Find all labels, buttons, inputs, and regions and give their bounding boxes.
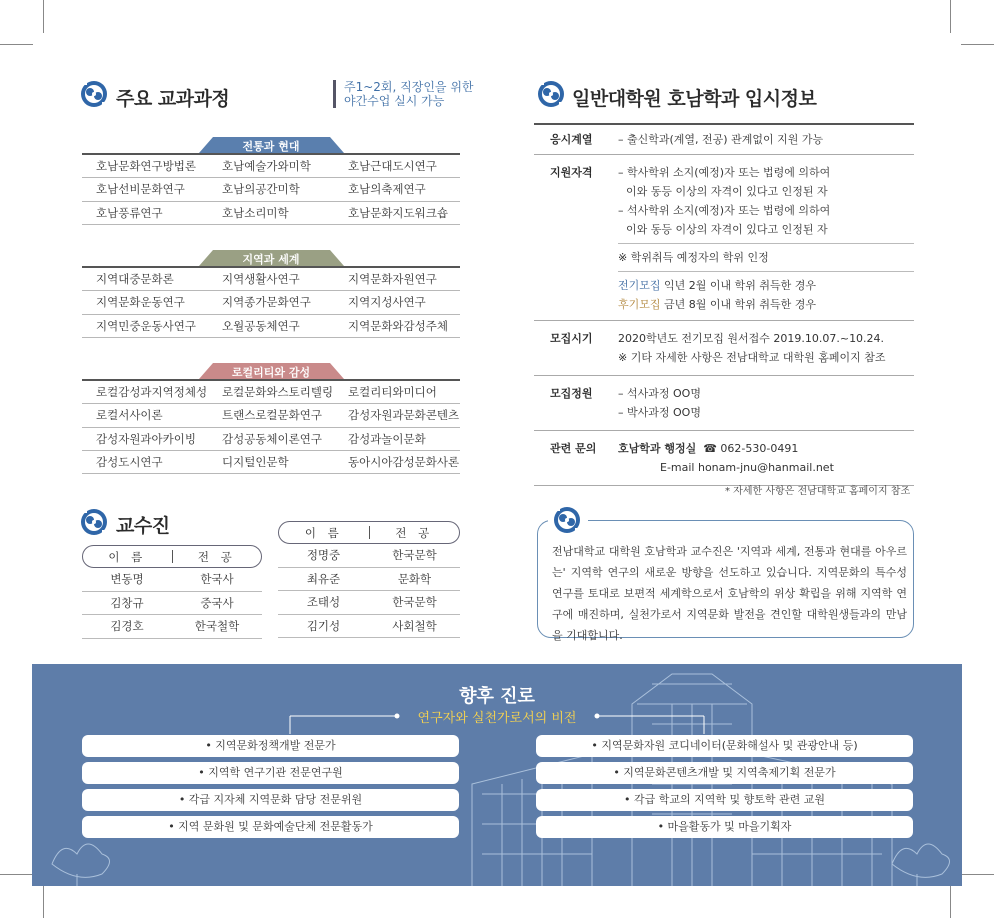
- curriculum-title: 주요 교과과정: [116, 88, 230, 110]
- course-name: 감성자원과아카이빙: [96, 431, 196, 446]
- course-name: 감성자원과문화콘텐츠: [348, 408, 460, 423]
- admission-row-field: 응시계열 – 출신학과(계열, 전공) 관계없이 지원 가능: [534, 125, 914, 155]
- faculty-row: [278, 568, 460, 592]
- course-name: 지역종가문화연구: [222, 295, 311, 310]
- faculty-header: 이 름 전 공: [278, 521, 460, 544]
- faculty-name: 최유준: [306, 571, 341, 586]
- faculty-major: 한국철학: [194, 619, 240, 633]
- course-row: [82, 202, 460, 225]
- faculty-name: 조태성: [306, 595, 341, 609]
- university-logo-icon: [537, 80, 565, 108]
- faculty-major: 중국사: [200, 595, 234, 610]
- course-name: 감성과놀이문화: [348, 431, 426, 446]
- intro-text: 전남대학교 대학원 호남학과 교수진은 '지역과 세계, 전통과 현대를 아우르는' 지역학 연구의 새로운 방향을 선도하고 있습니다. 지역문화의 특수성 연구를 토대로 보편적 세계학으로서 호남학의 위상 확립을 위해 지역학 연구에 매진하며, 실천가로서 지역문화 발전을 견인할 대학원생들과의 만남을 기대합니다.: [552, 545, 907, 642]
- faculty-row: [82, 568, 262, 592]
- admission-title: 일반대학원 호남학과 입시정보: [572, 88, 817, 110]
- category-tab: [199, 363, 344, 379]
- faculty-major: 한국사: [200, 572, 234, 586]
- faculty-name: 정명중: [306, 548, 341, 562]
- faculty-row: [82, 592, 262, 616]
- course-name: 호남선비문화연구: [96, 182, 185, 197]
- faculty-name: 김경호: [110, 619, 144, 633]
- course-name: 지역생활사연구: [222, 272, 300, 286]
- course-name: 지역문화와감성주체: [348, 318, 448, 333]
- category-label: 전통과 현대: [242, 140, 300, 153]
- course-row: [82, 404, 460, 427]
- course-name: 지역민중운동사연구: [96, 318, 196, 333]
- university-logo-icon: [80, 508, 108, 536]
- faculty-name: 김기성: [306, 618, 341, 633]
- crop-mark: [961, 874, 994, 875]
- crop-mark: [0, 874, 33, 875]
- course-name: 호남의축제연구: [348, 182, 426, 197]
- faculty-table-right: [278, 521, 460, 638]
- career-item: • 각급 학교의 지역학 및 향토학 관련 교원: [536, 789, 913, 811]
- category-tradition-modern: [82, 137, 460, 225]
- course-name: 호남근대도시연구: [348, 159, 437, 173]
- course-name: 동아시아감성문화사론: [348, 454, 460, 469]
- course-name: 로컬문화와스토리텔링: [222, 385, 334, 399]
- faculty-name: 김창규: [110, 595, 144, 610]
- admission-table: [534, 123, 914, 486]
- career-subtitle: 연구자와 실천가로서의 비전: [417, 711, 577, 726]
- career-item: • 지역 문화원 및 문화예술단체 전문활동가: [82, 816, 459, 838]
- course-name: 지역문화자원연구: [348, 272, 437, 286]
- admission-row-quota: 모집정원 – 석사과정 OO명 – 박사과정 OO명: [534, 376, 914, 431]
- course-row: [82, 381, 460, 404]
- category-label: 로컬리티와 감성: [231, 366, 311, 379]
- category-locality-emotion: [82, 363, 460, 474]
- course-row: [82, 315, 460, 338]
- faculty-row: [278, 591, 460, 615]
- admission-footnote: * 자세한 사항은 전남대학교 홈페이지 참조: [725, 486, 911, 497]
- category-tab: [199, 137, 344, 153]
- category-tab: [199, 250, 344, 266]
- career-item: • 지역문화콘텐츠개발 및 지역축제기획 전문가: [536, 762, 913, 784]
- course-row: [82, 155, 460, 178]
- evening-class-note: 주1~2회, 직장인을 위한 야간수업 실시 가능: [333, 80, 474, 108]
- course-name: 지역지성사연구: [348, 295, 426, 310]
- course-row: [82, 291, 460, 314]
- faculty-name: 변동명: [110, 572, 144, 586]
- course-name: 호남예술가와미학: [222, 159, 311, 173]
- university-logo-icon: [553, 506, 581, 534]
- course-name: 호남소리미학: [222, 205, 289, 220]
- course-name: 감성도시연구: [96, 454, 163, 469]
- faculty-title: 교수진: [116, 515, 170, 537]
- career-banner: [32, 664, 962, 886]
- course-row: [82, 428, 460, 451]
- university-logo-icon: [80, 80, 108, 108]
- faculty-row: [82, 615, 262, 639]
- career-item: • 마을활동가 및 마을기획자: [536, 816, 913, 838]
- faculty-row: [278, 544, 460, 568]
- faculty-row: [278, 615, 460, 639]
- crop-mark: [950, 0, 951, 33]
- course-name: 호남의공간미학: [222, 182, 300, 197]
- career-item: • 지역학 연구기관 전문연구원: [82, 762, 459, 784]
- course-name: 호남문화지도워크숍: [348, 205, 448, 220]
- course-row: [82, 451, 460, 474]
- faculty-table-left: [82, 545, 262, 639]
- faculty-major: 사회철학: [392, 618, 437, 633]
- course-name: 로컬감성과지역정체성: [96, 385, 208, 399]
- course-row: [82, 178, 460, 201]
- course-name: 지역대중문화론: [96, 272, 174, 286]
- admission-row-qualification: 지원자격 – 학사학위 소지(예정)자 또는 법령에 의하여 이와 동등 이상의 자격이 있다고 인정된 자 – 석사학위 소지(예정)자 또는 법령에 의하여 이와 동등 이상의 자격이 있다고 인정된 자 ※ 학위취득 예정자의 학위 인정 전기모집 익년 2월 이내 학위 취득한 경우 후기모집 금년 8월 이내 학위 취득한 경우: [534, 155, 914, 321]
- career-item: • 지역문화자원 코디네이터(문화해설사 및 관광안내 등): [536, 735, 913, 757]
- admission-row-period: 모집시기 2020학년도 전기모집 원서접수 2019.10.07.~10.24. ※ 기타 자세한 사항은 전남대학교 대학원 홈페이지 참조: [534, 321, 914, 376]
- category-label: 지역과 세계: [242, 253, 300, 266]
- crop-mark: [961, 44, 994, 45]
- faculty-major: 한국문학: [392, 595, 437, 609]
- course-row: [82, 268, 460, 291]
- faculty-header: 이 름 전 공: [82, 545, 262, 568]
- course-name: 로컬서사이론: [96, 408, 163, 423]
- course-name: 호남풍류연구: [96, 205, 163, 220]
- crop-mark: [43, 0, 44, 33]
- course-name: 트랜스로컬문화연구: [222, 408, 322, 423]
- faculty-major: 문화학: [397, 571, 432, 586]
- category-region-world: [82, 250, 460, 338]
- course-name: 디지털인문학: [222, 454, 289, 469]
- admission-row-contact: 관련 문의 호남학과 행정실 ☎ 062-530-0491 E-mail honam-jnu@hanmail.net: [534, 431, 914, 486]
- crop-mark: [0, 44, 33, 45]
- career-item: • 각급 지자체 지역문화 담당 전문위원: [82, 789, 459, 811]
- faculty-major: 한국문학: [392, 548, 437, 562]
- course-name: 지역문화운동연구: [96, 295, 185, 310]
- crop-mark: [43, 885, 44, 918]
- course-name: 호남문화연구방법론: [96, 159, 196, 173]
- course-name: 오월공동체연구: [222, 318, 300, 333]
- crop-mark: [950, 885, 951, 918]
- course-name: 감성공동체이론연구: [222, 431, 322, 446]
- career-title: 향후 진로: [459, 686, 535, 707]
- course-name: 로컬리티와미디어: [348, 385, 437, 399]
- career-item: • 지역문화정책개발 전문가: [82, 735, 459, 757]
